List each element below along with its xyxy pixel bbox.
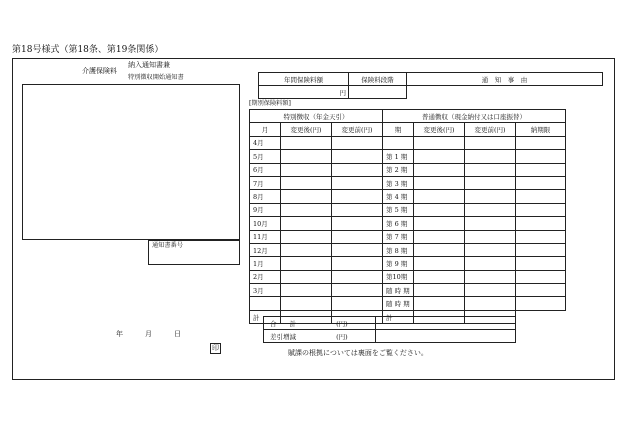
premium-tier-header: 保険料段階 — [349, 73, 407, 86]
premium-tier-cell — [349, 86, 407, 99]
notice-number-label: 通知書番号 — [152, 242, 183, 249]
annual-premium-table — [258, 72, 603, 99]
difference-cell — [264, 330, 376, 343]
date-day-label: 日 — [174, 330, 181, 338]
notice-reason-cell — [407, 86, 603, 99]
insurance-category: 介護保険料 — [82, 67, 117, 75]
notice-title-line2: 特別徴収開始通知書 — [128, 74, 184, 81]
table-row: 9月 第 5 期 — [250, 203, 566, 216]
table-row-total: 計 計 — [250, 310, 566, 323]
table-row: 11月 第 7 期 — [250, 230, 566, 243]
col-special-after: 変更後(円) — [281, 123, 332, 136]
seal-stamp: 印 — [212, 344, 219, 352]
totals-table — [263, 316, 516, 343]
table-row: 12月 第 8 期 — [250, 243, 566, 256]
table-row: 6月 第 2 期 — [250, 163, 566, 176]
period-premium-table — [249, 109, 566, 324]
form-title: 第18号様式（第18条、第19条関係） — [12, 45, 164, 55]
footer-note: 賦課の根拠については裏面をご覧ください。 — [288, 349, 428, 357]
total-cell — [264, 317, 376, 330]
col-month: 月 — [250, 123, 281, 136]
total-unit: (円) — [336, 319, 348, 328]
table-row: 8月 第 4 期 — [250, 190, 566, 203]
date-year-label: 年 — [116, 330, 123, 338]
col-special-before: 変更前(円) — [332, 123, 383, 136]
col-deadline: 納期限 — [516, 123, 566, 136]
table-row: 4月 — [250, 136, 566, 149]
table-row: 10月 第 6 期 — [250, 217, 566, 230]
table-row: 2月 第10期 — [250, 270, 566, 283]
special-collection-header: 特別徴収（年金天引） — [250, 110, 383, 123]
notice-title-line1: 納入通知書兼 — [128, 61, 170, 69]
table-row: 3月 随 時 期 — [250, 284, 566, 297]
table-row: 随 時 期 — [250, 297, 566, 310]
difference-value-cell — [376, 330, 516, 343]
total-value-cell — [376, 317, 516, 330]
col-normal-before: 変更前(円) — [465, 123, 516, 136]
table-row: 7月 第 3 期 — [250, 176, 566, 189]
difference-unit: (円) — [336, 332, 348, 341]
annual-premium-header: 年間保険料額 — [259, 73, 349, 86]
col-period: 期 — [383, 123, 414, 136]
yen-unit: 円 — [339, 88, 346, 97]
col-normal-after: 変更後(円) — [414, 123, 465, 136]
normal-collection-header: 普通徴収（現金納付又は口座振替） — [383, 110, 566, 123]
difference-label: 差引増減 — [270, 332, 296, 341]
date-month-label: 月 — [145, 330, 152, 338]
table-row: 1月 第 9 期 — [250, 257, 566, 270]
table-row: 5月 第 1 期 — [250, 150, 566, 163]
address-box — [22, 84, 240, 240]
notice-reason-header: 通 知 事 由 — [407, 73, 603, 86]
total-label: 合 計 — [270, 319, 296, 328]
annual-premium-yen-cell — [259, 86, 349, 99]
period-section-label: [期別保険料額] — [249, 100, 291, 107]
